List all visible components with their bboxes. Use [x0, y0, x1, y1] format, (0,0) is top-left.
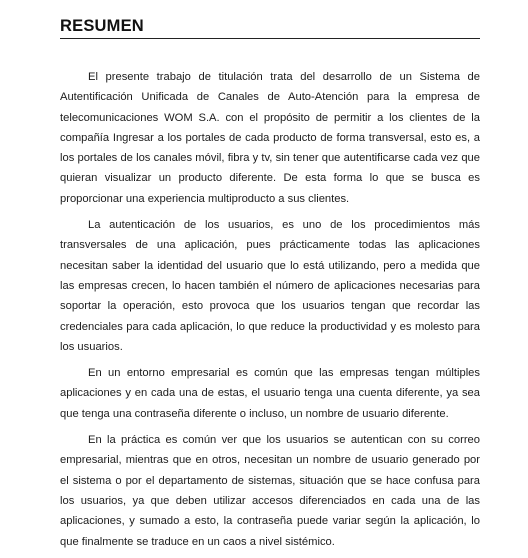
paragraph-2: La autenticación de los usuarios, es uno de los procedimientos más transversales de una aplicación, pues prácticamente todas las aplicaciones necesitan saber la identidad del usuario que lo está utilizando, pero a medida que las empresas crecen, lo hacen también el número de aplicaciones necesarias para soportar la operación, esto provoca que los usuarios tengan que recordar las credenciales para cada aplicación, lo que reduce la productividad y es molesto para los usuarios. — [60, 219, 480, 353]
section-heading: RESUMEN — [60, 16, 480, 39]
document-body — [60, 67, 480, 558]
paragraph-1: El presente trabajo de titulación trata del desarrollo de un Sistema de Autentificación Unificada de Canales de Auto-Atención para la empresa de telecomunicaciones WOM S.A. con el propósito de permitir a los clientes de la compañía Ingresar a los portales de cada producto de forma transversal, esto es, a los portales de los canales móvil, fibra y tv, sin tener que autentificarse cada vez que quieran visualizar un producto diferente. De esta forma lo que se busca es proporcionar una experiencia multiproducto a sus clientes. — [60, 71, 480, 205]
paragraph-3: En un entorno empresarial es común que las empresas tengan múltiples aplicaciones y en cada una de estas, el usuario tenga una cuenta diferente, ya sea que tenga una contraseña diferente o incluso, un nombre de usuario diferente. — [60, 367, 480, 420]
paragraph-4: En la práctica es común ver que los usuarios se autentican con su correo empresarial, mientras que en otros, necesitan un nombre de usuario generado por el sistema o por el departamento de sistemas, situación que se hace confusa para los usuarios, ya que deben utilizar accesos diferenciados en cada una de las aplicaciones, y sumado a esto, la contraseña puede variar según la aplicación, lo que finalmente se traduce en un caos a nivel sistémico. — [60, 434, 480, 548]
